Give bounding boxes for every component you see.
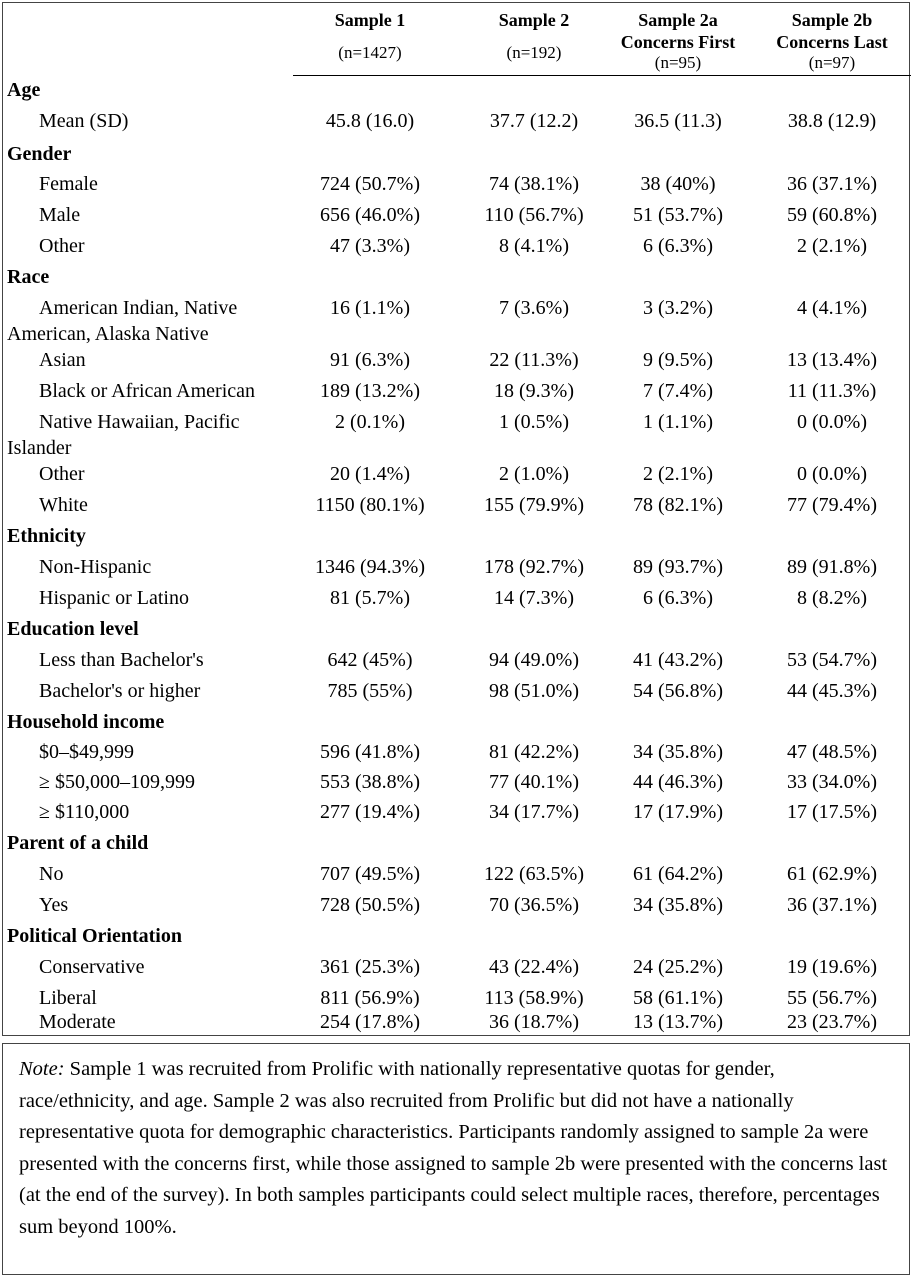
cell: 6 (6.3%) [643,235,713,257]
table-row [3,347,911,373]
cell: 785 (55%) [327,680,413,702]
cell: 7 (7.4%) [643,380,713,402]
row-label: Black or African American [39,380,256,402]
header-sample-2a: Sample 2a [638,10,718,30]
cell: 189 (13.2%) [320,380,420,402]
table-row [3,739,911,765]
row-label: Other [39,235,85,257]
section-education [3,616,911,642]
table-row [3,378,911,404]
cell: 70 (36.5%) [489,894,579,916]
row-label-continuation: American, Alaska Native [7,323,209,345]
cell: 596 (41.8%) [320,741,420,763]
section-income [3,709,911,735]
cell: 0 (0.0%) [797,411,867,433]
table-row [3,233,911,259]
cell: 811 (56.9%) [320,987,420,1009]
header-n-sample-2b: (n=97) [808,53,856,72]
cell: 4 (4.1%) [797,297,867,319]
cell: 19 (19.6%) [787,956,877,978]
cell: 0 (0.0%) [797,463,867,485]
cell: 707 (49.5%) [320,863,420,885]
cell: 54 (56.8%) [633,680,723,702]
cell: 36 (18.7%) [489,1011,579,1033]
cell: 44 (45.3%) [787,680,877,702]
note-text [19,1054,895,1243]
header-rule [293,75,911,76]
table-row [3,678,911,704]
section-title: Gender [7,143,72,165]
cell: 74 (38.1%) [489,173,579,195]
table-row [3,585,911,611]
table-row [3,954,911,980]
cell: 41 (43.2%) [633,649,723,671]
cell: 51 (53.7%) [633,204,723,226]
cell: 77 (79.4%) [787,494,877,516]
row-label: Mean (SD) [39,110,129,132]
header-sample-2a-sub: Concerns First [620,32,736,52]
row-label: Male [39,204,81,226]
cell: 89 (91.8%) [787,556,877,578]
table-row [3,799,911,825]
section-title: Age [7,79,41,101]
header-n-sample-2: (n=192) [506,43,562,62]
table-row [3,769,911,795]
cell: 33 (34.0%) [787,771,877,793]
cell: 17 (17.9%) [633,801,723,823]
cell: 36 (37.1%) [787,173,877,195]
table-row [3,202,911,228]
cell: 2 (2.1%) [643,463,713,485]
section-race [3,264,911,290]
cell: 38.8 (12.9) [787,110,877,132]
cell: 45.8 (16.0) [325,110,415,132]
cell: 2 (0.1%) [335,411,405,433]
row-label: No [39,863,64,885]
row-label: Hispanic or Latino [39,587,189,609]
table-row [3,861,911,887]
cell: 59 (60.8%) [787,204,877,226]
row-label: Female [39,173,98,195]
row-label-continuation: Islander [7,437,72,459]
cell: 36 (37.1%) [787,894,877,916]
row-label: American Indian, Native [39,297,238,319]
cell: 37.7 (12.2) [489,110,579,132]
section-title: Political Orientation [7,925,182,947]
section-parent [3,830,911,856]
cell: 9 (9.5%) [643,349,713,371]
table-row [3,108,911,134]
row-label: Less than Bachelor's [39,649,204,671]
cell: 2 (1.0%) [499,463,569,485]
section-ethnicity [3,523,911,549]
cell: 13 (13.4%) [787,349,877,371]
row-label: Moderate [39,1011,116,1033]
cell: 1346 (94.3%) [315,556,425,578]
row-label: Non-Hispanic [39,556,152,578]
cell: 43 (22.4%) [489,956,579,978]
section-age [3,77,911,103]
row-label: Bachelor's or higher [39,680,201,702]
note-label: Note: [19,1058,65,1080]
cell: 113 (58.9%) [484,987,584,1009]
table-row [3,554,911,580]
cell: 98 (51.0%) [489,680,579,702]
table-row [3,985,911,1011]
cell: 8 (4.1%) [499,235,569,257]
cell: 53 (54.7%) [787,649,877,671]
cell: 89 (93.7%) [633,556,723,578]
header-sample-2b-sub: Concerns Last [776,32,888,52]
cell: 178 (92.7%) [484,556,584,578]
cell: 277 (19.4%) [320,801,420,823]
row-label: ≥ $110,000 [39,801,130,823]
cell: 14 (7.3%) [494,587,574,609]
cell: 155 (79.9%) [484,494,584,516]
cell: 254 (17.8%) [320,1011,420,1033]
row-label: White [39,494,88,516]
cell: 61 (62.9%) [787,863,877,885]
cell: 2 (2.1%) [797,235,867,257]
cell: 55 (56.7%) [787,987,877,1009]
table-row [3,409,911,435]
cell: 1 (0.5%) [499,411,569,433]
cell: 22 (11.3%) [489,349,579,371]
cell: 38 (40%) [640,173,716,195]
cell: 8 (8.2%) [797,587,867,609]
row-label: Yes [39,894,69,916]
row-label: Asian [39,349,86,371]
header-sample-1: Sample 1 [334,10,406,30]
cell: 110 (56.7%) [484,204,584,226]
table-row [3,295,911,321]
table-row [3,492,911,518]
table-row [3,461,911,487]
section-gender [3,141,911,167]
table-row [3,892,911,918]
cell: 58 (61.1%) [633,987,723,1009]
cell: 36.5 (11.3) [634,110,722,132]
cell: 728 (50.5%) [320,894,420,916]
section-title: Education level [7,618,139,640]
table-note [2,1043,910,1275]
cell: 44 (46.3%) [633,771,723,793]
header-sample-2: Sample 2 [498,10,570,30]
cell: 17 (17.5%) [787,801,877,823]
section-political [3,923,911,949]
cell: 642 (45%) [327,649,413,671]
cell: 1150 (80.1%) [315,494,425,516]
cell: 16 (1.1%) [330,297,410,319]
cell: 34 (35.8%) [633,741,723,763]
row-label: $0–$49,999 [39,741,134,763]
row-label: Other [39,463,85,485]
cell: 553 (38.8%) [320,771,420,793]
header-n-sample-1: (n=1427) [338,43,402,62]
cell: 20 (1.4%) [330,463,410,485]
cell: 18 (9.3%) [494,380,574,402]
cell: 94 (49.0%) [489,649,579,671]
section-title: Household income [7,711,165,733]
cell: 656 (46.0%) [320,204,420,226]
row-label: ≥ $50,000–109,999 [39,771,195,793]
cell: 47 (3.3%) [330,235,410,257]
cell: 47 (48.5%) [787,741,877,763]
row-label: Conservative [39,956,145,978]
cell: 23 (23.7%) [787,1011,877,1033]
cell: 11 (11.3%) [787,380,877,402]
cell: 13 (13.7%) [633,1011,723,1033]
section-title: Parent of a child [7,832,149,854]
cell: 77 (40.1%) [489,771,579,793]
table-row [3,171,911,197]
table-row [3,1009,911,1035]
cell: 91 (6.3%) [330,349,410,371]
header-n-sample-2a: (n=95) [654,53,702,72]
section-title: Ethnicity [7,525,86,547]
cell: 724 (50.7%) [320,173,420,195]
cell: 122 (63.5%) [484,863,584,885]
cell: 81 (5.7%) [330,587,410,609]
demographics-table [2,2,910,1036]
cell: 361 (25.3%) [320,956,420,978]
cell: 1 (1.1%) [643,411,713,433]
cell: 78 (82.1%) [633,494,723,516]
cell: 81 (42.2%) [489,741,579,763]
cell: 3 (3.2%) [643,297,713,319]
section-title: Race [7,266,50,288]
row-label: Liberal [39,987,97,1009]
cell: 24 (25.2%) [633,956,723,978]
header-sample-2b: Sample 2b [791,10,873,30]
cell: 61 (64.2%) [633,863,723,885]
cell: 34 (17.7%) [489,801,579,823]
cell: 7 (3.6%) [499,297,569,319]
row-label: Native Hawaiian, Pacific [39,411,240,433]
table-row [3,647,911,673]
note-body: Sample 1 was recruited from Prolific with nationally representative quotas for gender, race/ethnicity, and age. Sample 2 was also recruited from Prolific but did not have a nationally representative quota for demographic characteristics. Participants randomly assigned to sample 2a were presented with the concerns first, while those assigned to sample 2b were presented with the concerns last (at the end of the survey). In both samples participants could select multiple races, therefore, percentages sum beyond 100%. [19,1058,888,1238]
cell: 6 (6.3%) [643,587,713,609]
cell: 34 (35.8%) [633,894,723,916]
